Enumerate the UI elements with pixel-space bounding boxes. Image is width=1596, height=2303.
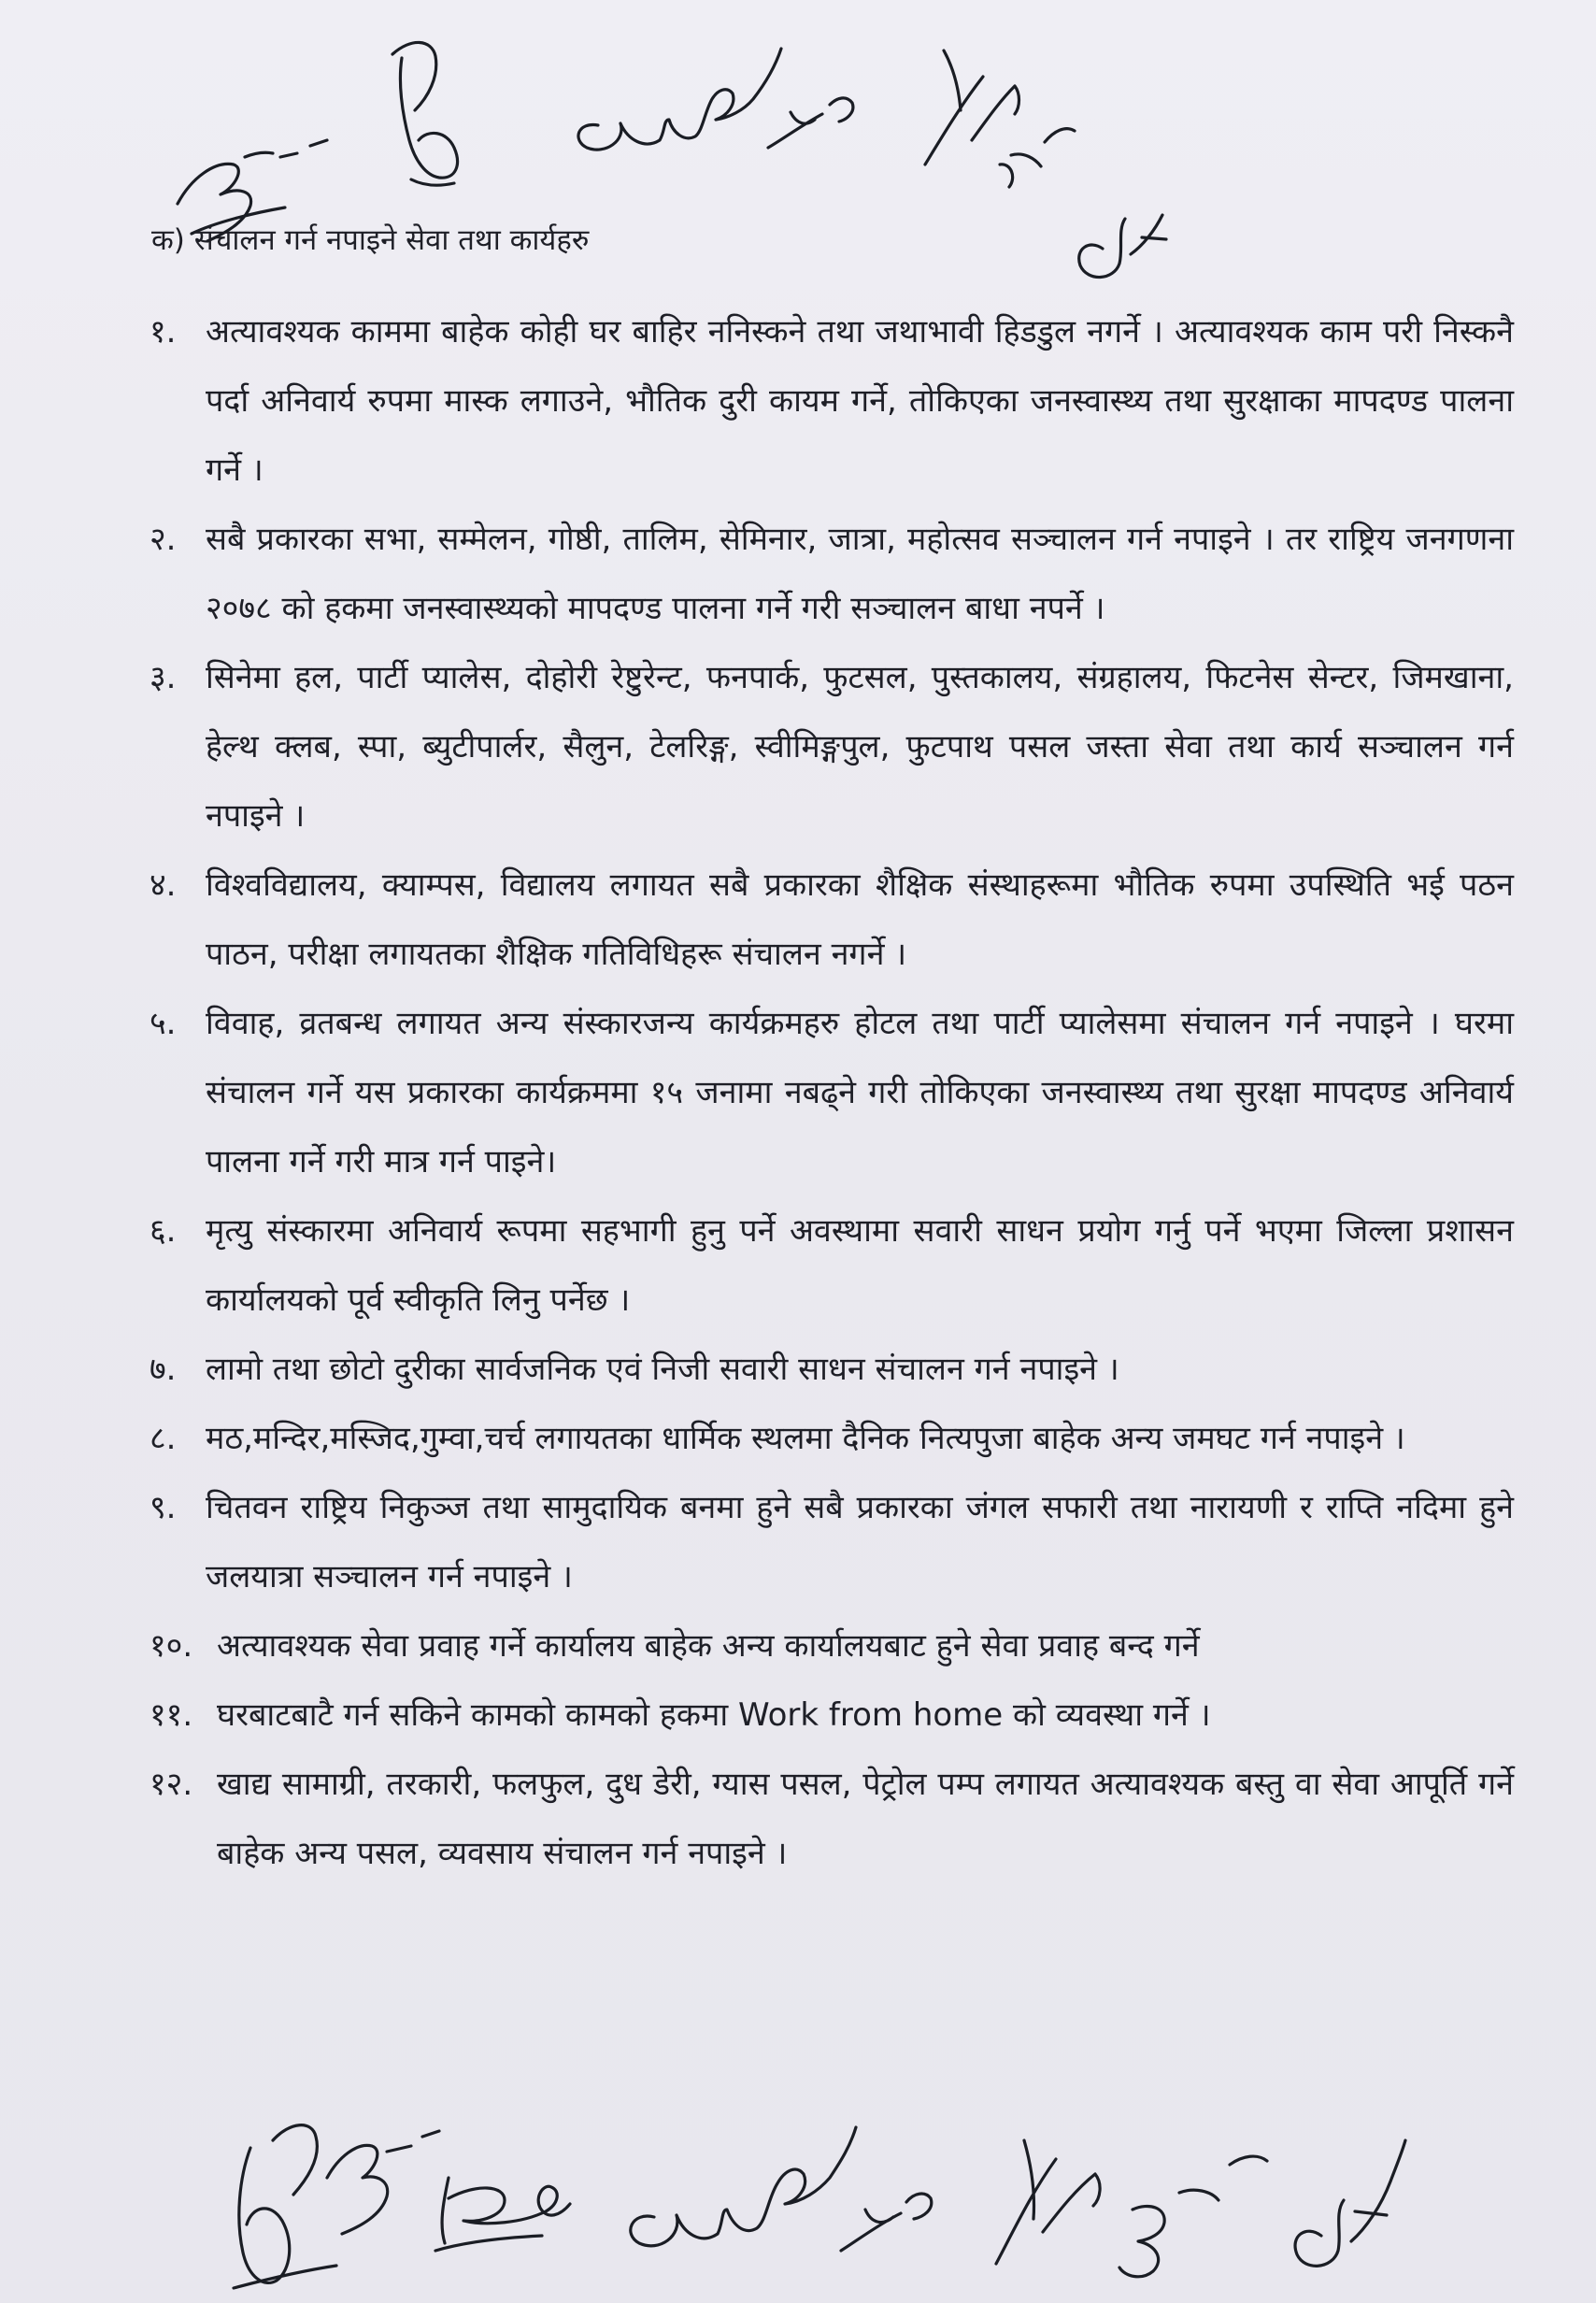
section-heading: क) संचालन गर्न नपाइने सेवा तथा कार्यहरु <box>151 223 590 257</box>
list-item <box>150 1335 1514 1404</box>
item-number: ११. <box>150 1696 193 1734</box>
item-number: ९. <box>150 1489 177 1526</box>
list-item <box>150 989 1514 1196</box>
item-number: १०. <box>150 1627 193 1665</box>
item-text: सबै प्रकारका सभा, सम्मेलन, गोष्ठी, तालिम, सेमिनार, जात्रा, महोत्सव सञ्चालन गर्न नपाइने । तर राष्ट्रिय जनगणना २०७८ को हकमा जनस्वास्थ्यको मापदण्ड पालना गर्ने गरी सञ्चालन बाधा नपर्ने । <box>206 521 1514 627</box>
item-number: ६. <box>150 1212 177 1250</box>
item-text: अत्यावश्यक सेवा प्रवाह गर्ने कार्यालय बाहेक अन्य कार्यालयबाट हुने सेवा प्रवाह बन्द गर्ने <box>217 1627 1200 1665</box>
list-item <box>150 1750 1514 1888</box>
restrictions-list <box>150 297 1514 1888</box>
item-text: सिनेमा हल, पार्टी प्यालेस, दोहोरी रेष्टुरेन्ट, फनपार्क, फुटसल, पुस्तकालय, संग्रहालय, फिटनेस सेन्टर, जिमखाना, हेल्थ क्लब, स्पा, ब्युटीपार्लर, सैलुन, टेलरिङ्ग, स्वीमिङ्गपुल, फुटपाथ पसल जस्ता सेवा तथा कार्य सञ्चालन गर्न नपाइने । <box>206 659 1514 835</box>
item-text: विश्वविद्यालय, क्याम्पस, विद्यालय लगायत सबै प्रकारका शैक्षिक संस्थाहरूमा भौतिक रुपमा उपस्थिति भई पठन पाठन, परीक्षा लगायतका शैक्षिक गतिविधिहरू संचालन नगर्ने । <box>206 866 1514 973</box>
item-number: ३. <box>150 659 177 696</box>
item-number: ५. <box>150 1005 177 1042</box>
item-number: ४. <box>150 866 177 904</box>
list-item <box>150 1404 1514 1473</box>
item-number: १२. <box>150 1766 193 1803</box>
list-item <box>150 851 1514 989</box>
item-number: १. <box>150 313 177 350</box>
item-number: ८. <box>150 1420 177 1457</box>
list-item <box>150 1611 1514 1681</box>
item-number: ७. <box>150 1351 177 1388</box>
list-item <box>150 643 1514 851</box>
item-text: विवाह, व्रतबन्ध लगायत अन्य संस्कारजन्य कार्यक्रमहरु होटल तथा पार्टी प्यालेसमा संचालन गर्न नपाइने । घरमा संचालन गर्ने यस प्रकारका कार्यक्रममा १५ जनामा नबढ्ने गरी तोकिएका जनस्वास्थ्य तथा सुरक्षा मापदण्ड अनिवार्य पालना गर्ने गरी मात्र गर्न पाइने। <box>206 1005 1514 1180</box>
list-item <box>150 297 1514 505</box>
list-item <box>150 1681 1514 1750</box>
item-text: अत्यावश्यक काममा बाहेक कोही घर बाहिर ननिस्कने तथा जथाभावी हिडडुल नगर्ने । अत्यावश्यक काम परी निस्कनै पर्दा अनिवार्य रुपमा मास्क लगाउने, भौतिक दुरी कायम गर्ने, तोकिएका जनस्वास्थ्य तथा सुरक्षाका मापदण्ड पालना गर्ने । <box>206 313 1514 489</box>
item-text: खाद्य सामाग्री, तरकारी, फलफुल, दुध डेरी, ग्यास पसल, पेट्रोल पम्प लगायत अत्यावश्यक बस्तु वा सेवा आपूर्ति गर्ने बाहेक अन्य पसल, व्यवसाय संचालन गर्न नपाइने । <box>217 1766 1514 1872</box>
item-text: मठ,मन्दिर,मस्जिद,गुम्वा,चर्च लगायतका धार्मिक स्थलमा दैनिक नित्यपुजा बाहेक अन्य जमघट गर्न नपाइने । <box>206 1420 1405 1457</box>
item-text: लामो तथा छोटो दुरीका सार्वजनिक एवं निजी सवारी साधन संचालन गर्न नपाइने । <box>206 1351 1119 1388</box>
item-text: घरबाटबाटै गर्न सकिने कामको कामको हकमा Work from home को व्यवस्था गर्ने । <box>217 1696 1211 1734</box>
item-text: मृत्यु संस्कारमा अनिवार्य रूपमा सहभागी हुनु पर्ने अवस्थामा सवारी साधन प्रयोग गर्नु पर्ने भएमा जिल्ला प्रशासन कार्यालयको पूर्व स्वीकृति लिनु पर्नेछ । <box>206 1212 1514 1319</box>
item-text: चितवन राष्ट्रिय निकुञ्ज तथा सामुदायिक बनमा हुने सबै प्रकारका जंगल सफारी तथा नारायणी र राप्ति नदिमा हुने जलयात्रा सञ्चालन गर्न नपाइने । <box>206 1489 1514 1595</box>
list-item <box>150 1473 1514 1611</box>
list-item <box>150 505 1514 643</box>
item-number: २. <box>150 521 177 558</box>
list-item <box>150 1196 1514 1335</box>
